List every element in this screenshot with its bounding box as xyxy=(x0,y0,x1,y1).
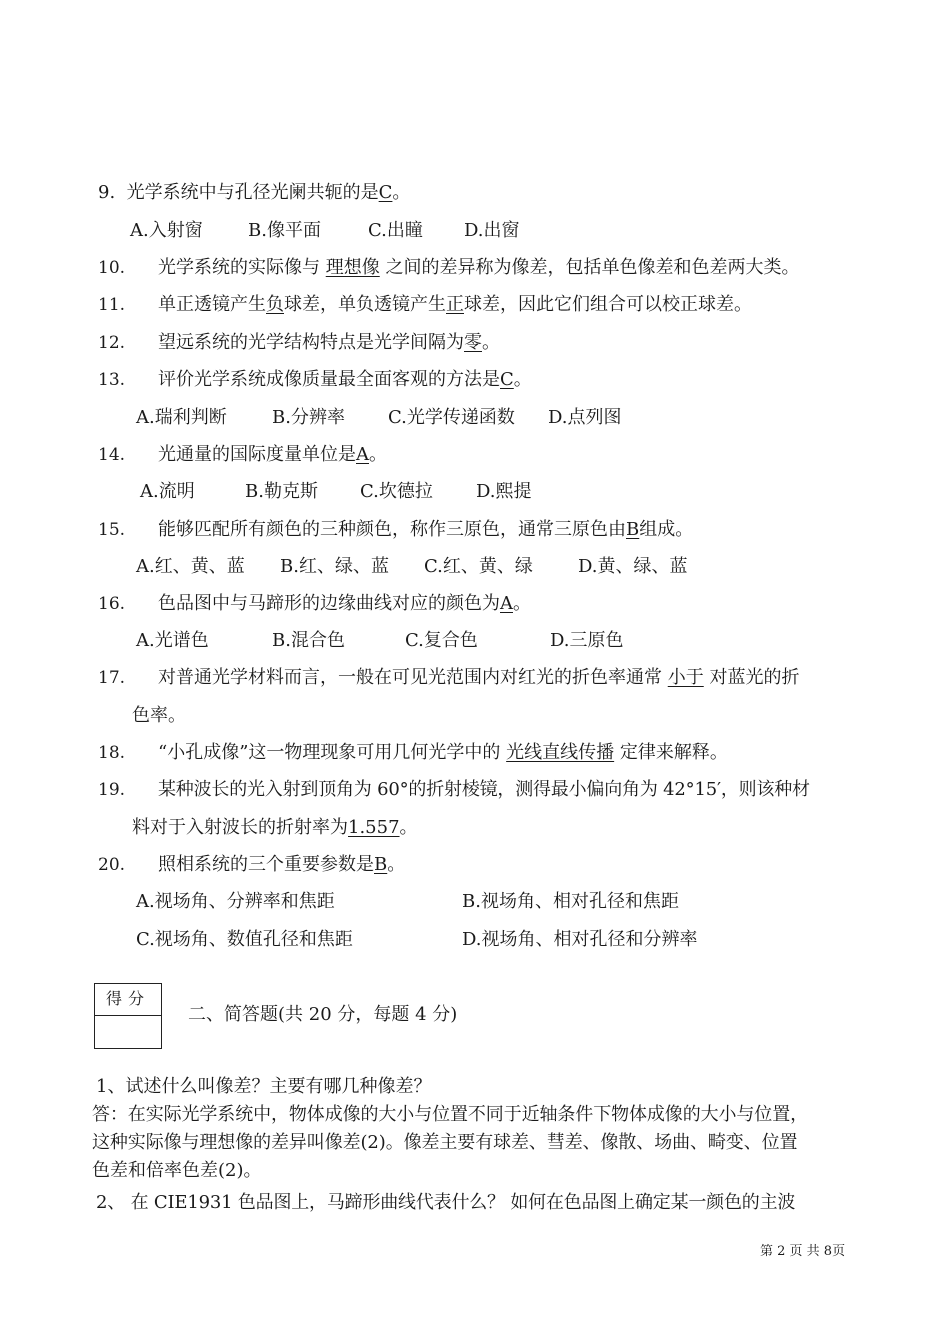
question-14: 光通量的国际度量单位是A。 xyxy=(158,444,387,465)
page-footer: 第 2 页 共 8页 xyxy=(760,1244,846,1259)
answer: 1.557 xyxy=(348,817,400,838)
option-c: C.出瞳 xyxy=(368,220,423,241)
option-b: B.勒克斯 xyxy=(245,481,318,502)
question-number: 19. xyxy=(98,780,126,800)
question-number: 10. xyxy=(98,258,126,278)
option-a: A.流明 xyxy=(140,481,195,502)
option-d: D.黄、绿、蓝 xyxy=(578,556,688,577)
answer: B xyxy=(374,854,388,875)
score-box xyxy=(94,983,162,1049)
question-number: 14. xyxy=(98,445,126,465)
short-question-2: 2、 在 CIE1931 色品图上，马蹄形曲线代表什么？ 如何在色品图上确定某一颜色的主波 xyxy=(96,1192,796,1213)
question-20: 照相系统的三个重要参数是B。 xyxy=(158,854,406,875)
option-a: A.视场角、分辨率和焦距 xyxy=(136,891,335,912)
option-a: A.入射窗 xyxy=(130,220,203,241)
answer: 负 xyxy=(266,294,284,315)
option-d: D.熙提 xyxy=(476,481,532,502)
question-text: 光学系统的实际像与 xyxy=(158,257,320,278)
option-c: C.坎德拉 xyxy=(360,481,433,502)
answer: A xyxy=(500,593,513,614)
question-number: 13. xyxy=(98,370,126,390)
question-number: 18. xyxy=(98,743,126,763)
score-label: 得分 xyxy=(95,984,161,1016)
question-number: 11. xyxy=(98,295,126,315)
answer: A xyxy=(356,444,369,465)
question-number: 9. xyxy=(98,182,116,203)
question-17: 对普通光学材料而言，一般在可见光范围内对红光的折色率通常 小于 对蓝光的折 xyxy=(158,667,800,688)
answer: 光线直线传播 xyxy=(506,742,615,763)
option-d: D.点列图 xyxy=(548,407,622,428)
question-13: 评价光学系统成像质量最全面客观的方法是C。 xyxy=(158,369,532,390)
question-11: 单正透镜产生负球差，单负透镜产生正球差，因此它们组合可以校正球差。 xyxy=(158,294,752,315)
option-c: C.复合色 xyxy=(405,630,478,651)
section-title: 二、简答题(共 20 分，每题 4 分) xyxy=(188,1004,458,1025)
question-19-continued: 料对于入射波长的折射率为1.557。 xyxy=(132,817,418,838)
answer: 小于 xyxy=(667,667,704,688)
answer: B xyxy=(626,519,640,540)
question-10: 光学系统的实际像与 理想像 之间的差异称为像差，包括单色像差和色差两大类。 xyxy=(158,257,800,278)
question-17-continued: 色率。 xyxy=(132,705,186,726)
answer: C xyxy=(378,182,393,203)
question-12: 望远系统的光学结构特点是光学间隔为零。 xyxy=(158,332,500,353)
option-b: B.混合色 xyxy=(272,630,345,651)
option-b: B.分辨率 xyxy=(272,407,345,428)
question-19: 某种波长的光入射到顶角为 60°的折射棱镜，测得最小偏向角为 42°15′，则该种材 xyxy=(158,779,810,800)
option-c: C.光学传递函数 xyxy=(388,407,515,428)
question-number: 15. xyxy=(98,520,126,540)
answer-1-line-2: 这种实际像与理想像的差异叫像差(2)。像差主要有球差、彗差、像散、场曲、畸变、位置 xyxy=(92,1132,798,1153)
answer: C xyxy=(500,369,514,390)
question-15: 能够匹配所有颜色的三种颜色，称作三原色，通常三原色由B组成。 xyxy=(158,519,694,540)
option-a: A.光谱色 xyxy=(136,630,209,651)
option-d: D.视场角、相对孔径和分辨率 xyxy=(462,929,698,950)
answer-1-line-1: 答：在实际光学系统中，物体成像的大小与位置不同于近轴条件下物体成像的大小与位置， xyxy=(92,1104,808,1125)
option-c: C.红、黄、绿 xyxy=(424,556,533,577)
option-b: B.视场角、相对孔径和焦距 xyxy=(462,891,679,912)
question-number: 16. xyxy=(98,594,126,614)
question-number: 17. xyxy=(98,668,126,688)
question-text: 光学系统中与孔径光阑共轭的是 xyxy=(126,182,379,203)
question-9: 9. 光学系统中与孔径光阑共轭的是C。 xyxy=(98,182,411,203)
option-d: D.出窗 xyxy=(464,220,520,241)
option-a: A.红、黄、蓝 xyxy=(136,556,245,577)
option-a: A.瑞利判断 xyxy=(136,407,227,428)
option-b: B.像平面 xyxy=(248,220,321,241)
question-number: 20. xyxy=(98,855,126,875)
short-question-1: 1、试述什么叫像差？主要有哪几种像差？ xyxy=(96,1076,432,1097)
answer-1-line-3: 色差和倍率色差(2)。 xyxy=(92,1160,262,1181)
option-c: C.视场角、数值孔径和焦距 xyxy=(136,929,353,950)
answer: 理想像 xyxy=(325,257,380,278)
question-18: “小孔成像”这一物理现象可用几何光学中的 光线直线传播 定律来解释。 xyxy=(158,742,728,763)
option-b: B.红、绿、蓝 xyxy=(280,556,389,577)
answer: 零 xyxy=(464,332,482,353)
question-16: 色品图中与马蹄形的边缘曲线对应的颜色为A。 xyxy=(158,593,531,614)
question-number: 12. xyxy=(98,333,126,353)
answer: 正 xyxy=(446,294,464,315)
option-d: D.三原色 xyxy=(550,630,624,651)
